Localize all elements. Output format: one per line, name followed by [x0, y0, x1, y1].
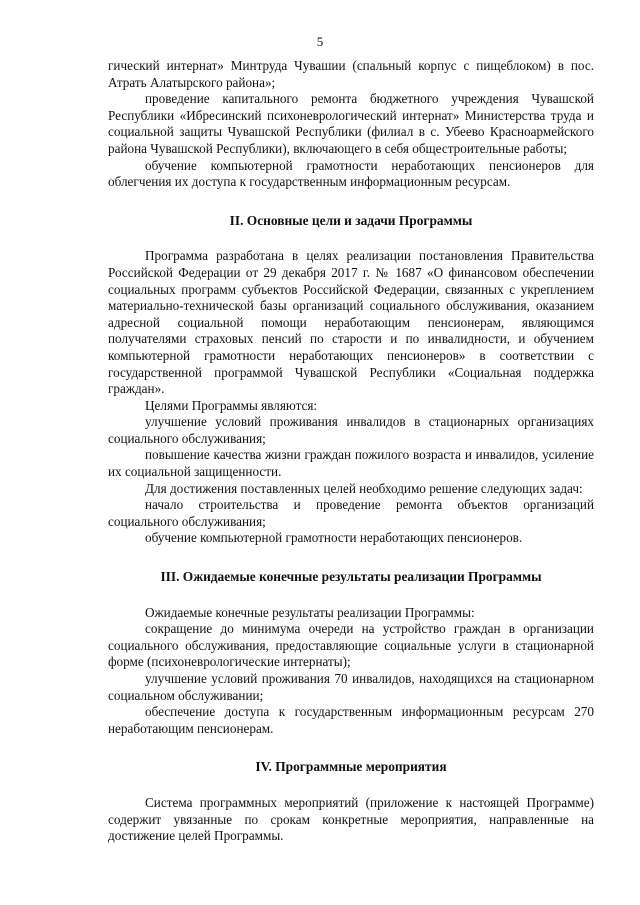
section-3-paragraph: улучшение условий проживания 70 инвалидов, находящихся на стационарном социальном обслуживании; — [108, 671, 594, 703]
section-3-paragraph: Ожидаемые конечные результаты реализации Программы: — [145, 604, 475, 620]
section-3-heading: III. Ожидаемые конечные результаты реализации Программы — [160, 569, 542, 585]
section-2-paragraph: улучшение условий проживания инвалидов в стационарных организациях социального обслуживания; — [108, 414, 594, 446]
intro-paragraph: проведение капитального ремонта бюджетного учреждения Чувашской Республики «Ибресинский психоневрологический интернат» Министерства труда и социальной защиты Чувашской Республики (филиал в с. Убеево Красноармейского района Чувашской Республики), включающего в себя общестроительные работы; — [108, 91, 594, 156]
section-2-paragraph: начало строительства и проведение ремонта объектов организаций социального обслуживания; — [108, 497, 594, 529]
section-2-paragraph: повышение качества жизни граждан пожилого возраста и инвалидов, усиление их социальной защищенности. — [108, 447, 594, 480]
section-2-paragraph: Программа разработана в целях реализации постановления Правительства Российской Федерации от 29 декабря 2017 г. № 1687 «О финансовом обеспечении социальных программ субъектов Российской Федерации, связанных с укреплением материально-технической базы организаций социального обслуживания, оказанием адресной социальной помощи неработающим пенсионерам, являющимся получателями страховых пенсий по старости и по инвалидности, и обучением компьютерной грамотности неработающих пенсионеров» в соответствии с государственной программой Чувашской Республики «Социальная поддержка граждан». — [108, 248, 594, 397]
section-4-heading: IV. Программные мероприятия — [255, 759, 447, 775]
document-body — [108, 58, 594, 845]
section-4-paragraph: Система программных мероприятий (приложение к настоящей Программе) содержит увязанные по срокам конкретные мероприятия, направленные на достижение целей Программы. — [108, 794, 594, 844]
page-number: 5 — [316, 34, 324, 49]
intro-paragraph: обучение компьютерной грамотности неработающих пенсионеров для облегчения их доступа к государственным информационным ресурсам. — [108, 157, 594, 190]
section-2-heading: II. Основные цели и задачи Программы — [229, 212, 473, 228]
section-3-paragraph: обеспечение доступа к государственным информационным ресурсам 270 неработающим пенсионерам. — [108, 704, 594, 736]
section-3-paragraph: сокращение до минимума очереди на устройство граждан в организации социального обслуживания, предоставляющие социальные услуги в стационарной форме (психоневрологические интернаты); — [108, 621, 594, 670]
section-2-paragraph: обучение компьютерной грамотности неработающих пенсионеров. — [145, 530, 523, 546]
section-2-paragraph: Для достижения поставленных целей необходимо решение следующих задач: — [145, 480, 583, 496]
section-2-paragraph: Целями Программы являются: — [145, 397, 318, 413]
intro-paragraph: гический интернат» Минтруда Чувашии (спальный корпус с пищеблоком) в пос. Атрать Алатырского района»; — [108, 58, 594, 90]
